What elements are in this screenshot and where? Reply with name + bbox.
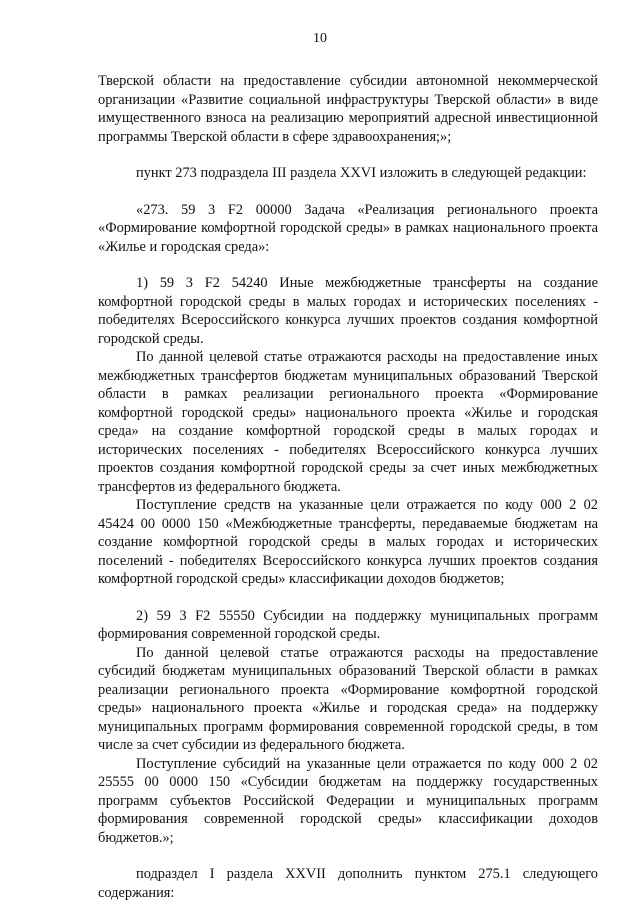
paragraph: пункт 273 подраздела III раздела XXVI изложить в следующей редакции: [136, 165, 587, 181]
paragraph: Поступление средств на указанные цели отражается по коду 000 2 02 45424 00 0000 150 «Межбюджетные трансферты, передаваемые бюджетам на создание комфортной городской среды в малых городах и исторических поселений - победителях Всероссийского конкурса лучших проектов создания комфортной городской среды» классификации доходов бюджетов; [98, 497, 598, 587]
paragraph: подраздел I раздела XXVII дополнить пунктом 275.1 следующего содержания: [98, 866, 598, 901]
page-number: 10 [313, 31, 327, 46]
paragraph: 2) 59 3 F2 55550 Субсидии на поддержку муниципальных программ формирования современной городской среды. [98, 607, 598, 642]
paragraph: Тверской области на предоставление субсидии автономной некоммерческой организации «Развитие социальной инфраструктуры Тверской области» в виде имущественного взноса на реализацию мероприятий адресной инвестиционной программы Тверской области в сфере здравоохранения;»; [98, 73, 598, 145]
paragraph: 1) 59 3 F2 54240 Иные межбюджетные трансферты на создание комфортной городской среды в малых городах и исторических поселениях - победителях Всероссийского конкурса лучших проектов создания комфортной городской среды. [98, 275, 598, 347]
paragraph: По данной целевой статье отражаются расходы на предоставление иных межбюджетных трансфертов бюджетам муниципальных образований Тверской области в рамках реализации регионального проекта «Формирование комфортной городской среды» национального проекта «Жилье и городская среда» на создание комфортной городской среды в малых городах и исторических поселениях - победителях Всероссийского конкурса лучших проектов создания комфортной городской среды за счет иных межбюджетных трансфертов из федерального бюджета. [98, 349, 598, 495]
document-body [98, 72, 598, 902]
paragraph: По данной целевой статье отражаются расходы на предоставление субсидий бюджетам муниципальных образований Тверской области в рамках реализации регионального проекта «Формирование комфортной городской среды» национального проекта «Жилье и городская среда» на поддержку муниципальных программ формирования современной городской среды, в том числе за счет субсидии из федерального бюджета. [98, 644, 598, 753]
paragraph: «273. 59 3 F2 00000 Задача «Реализация регионального проекта «Формирование комфортной городской среды» в рамках национального проекта «Жилье и городская среда»: [98, 201, 598, 255]
paragraph: Поступление субсидий на указанные цели отражается по коду 000 2 02 25555 00 0000 150 «Субсидии бюджетам на поддержку государственных программ субъектов Российской Федерации и муниципальных программ формирования современной городской среды» классификации доходов бюджетов.»; [98, 755, 598, 846]
